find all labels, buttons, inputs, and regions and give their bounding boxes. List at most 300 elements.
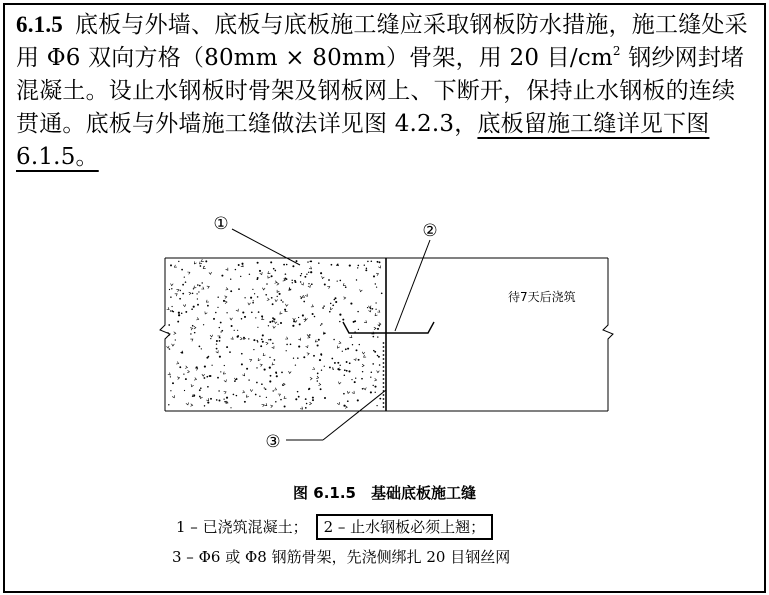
concrete-aggregate	[377, 261, 379, 263]
concrete-aggregate	[337, 346, 339, 349]
concrete-aggregate	[262, 317, 265, 319]
concrete-aggregate	[367, 261, 369, 263]
concrete-aggregate	[169, 289, 170, 290]
concrete-aggregate	[171, 310, 173, 312]
concrete-aggregate	[220, 371, 221, 372]
concrete-aggregate	[271, 297, 273, 299]
concrete-aggregate	[237, 336, 239, 338]
concrete-aggregate	[314, 316, 316, 318]
concrete-aggregate	[309, 267, 312, 269]
concrete-aggregate	[324, 283, 326, 285]
concrete-aggregate	[167, 307, 170, 309]
concrete-aggregate	[216, 340, 218, 342]
concrete-aggregate	[362, 352, 365, 354]
concrete-aggregate	[220, 331, 221, 332]
section-number: 6.1.5	[16, 12, 63, 37]
concrete-aggregate	[371, 371, 373, 373]
concrete-aggregate	[357, 311, 358, 312]
leader-line-2	[395, 240, 430, 331]
concrete-aggregate	[194, 378, 196, 381]
mesh-dot	[383, 374, 385, 376]
legend-row-1	[176, 516, 493, 537]
concrete-aggregate	[272, 343, 273, 344]
concrete-aggregate	[272, 303, 274, 305]
concrete-aggregate	[257, 341, 258, 342]
concrete-aggregate	[261, 338, 263, 340]
concrete-aggregate	[375, 392, 376, 393]
concrete-aggregate	[184, 276, 185, 277]
concrete-aggregate	[270, 405, 272, 408]
concrete-aggregate	[343, 405, 345, 407]
concrete-aggregate	[346, 370, 348, 372]
concrete-aggregate	[312, 399, 314, 401]
concrete-aggregate	[262, 405, 265, 407]
concrete-aggregate	[183, 373, 184, 374]
concrete-aggregate	[240, 337, 242, 340]
concrete-aggregate	[184, 390, 185, 391]
concrete-aggregate	[231, 325, 233, 327]
concrete-aggregate	[329, 366, 331, 368]
concrete-aggregate	[201, 259, 204, 261]
concrete-aggregate	[187, 370, 189, 373]
concrete-aggregate	[249, 274, 250, 275]
legend-item-2-boxed: 2 – 止水钢板必须上翘；	[316, 514, 494, 540]
concrete-aggregate	[282, 384, 284, 386]
mesh-dot	[383, 366, 385, 368]
concrete-aggregate	[262, 334, 264, 336]
concrete-aggregate	[301, 283, 303, 286]
concrete-aggregate	[219, 356, 221, 358]
concrete-aggregate	[226, 268, 228, 271]
concrete-aggregate	[223, 398, 224, 399]
concrete-aggregate	[257, 262, 259, 264]
concrete-aggregate	[292, 265, 294, 267]
concrete-aggregate	[182, 284, 184, 286]
concrete-aggregate	[275, 299, 278, 301]
concrete-aggregate	[364, 388, 367, 390]
mesh-dot	[383, 346, 385, 348]
concrete-aggregate	[185, 311, 187, 313]
concrete-aggregate	[171, 284, 174, 286]
concrete-aggregate	[298, 346, 300, 348]
concrete-aggregate	[242, 373, 244, 376]
concrete-aggregate	[362, 388, 364, 390]
concrete-aggregate	[377, 310, 380, 312]
concrete-aggregate	[307, 261, 308, 262]
concrete-aggregate	[342, 351, 343, 352]
concrete-aggregate	[375, 283, 376, 284]
concrete-aggregate	[334, 362, 336, 364]
concrete-aggregate	[342, 319, 344, 321]
concrete-aggregate	[224, 365, 225, 366]
concrete-aggregate	[328, 279, 330, 281]
concrete-aggregate	[311, 283, 313, 285]
concrete-aggregate	[323, 305, 325, 307]
concrete-aggregate	[224, 379, 227, 382]
concrete-aggregate	[333, 369, 334, 370]
concrete-aggregate	[168, 334, 169, 335]
concrete-aggregate	[204, 405, 205, 406]
mesh-dot	[383, 342, 385, 344]
concrete-aggregate	[238, 264, 240, 266]
concrete-aggregate	[205, 260, 207, 262]
concrete-aggregate	[217, 307, 218, 308]
concrete-aggregate	[364, 320, 367, 322]
figure-reference-underlined: 底板留施工缝详见下图 6.1.5。	[16, 111, 710, 170]
concrete-aggregate	[264, 369, 266, 371]
concrete-aggregate	[308, 285, 311, 288]
concrete-aggregate	[292, 325, 294, 327]
concrete-aggregate	[233, 394, 235, 396]
concrete-aggregate	[272, 363, 274, 366]
concrete-aggregate	[172, 344, 175, 346]
legend-item-3: 3 – Φ6 或 Φ8 钢筋骨架，先浇侧绑扎 20 目钢丝网	[172, 548, 511, 566]
concrete-aggregate	[286, 344, 288, 346]
concrete-aggregate	[265, 294, 267, 296]
concrete-aggregate	[237, 330, 238, 331]
concrete-aggregate	[301, 273, 302, 274]
concrete-aggregate	[275, 281, 277, 284]
concrete-aggregate	[268, 325, 269, 326]
concrete-aggregate	[170, 296, 172, 298]
mesh-dot	[383, 350, 385, 352]
concrete-aggregate	[324, 397, 326, 399]
concrete-aggregate	[333, 339, 335, 341]
concrete-aggregate	[294, 280, 296, 282]
concrete-aggregate	[327, 286, 330, 288]
concrete-aggregate	[199, 396, 201, 398]
concrete-aggregate	[344, 369, 346, 371]
concrete-aggregate	[244, 297, 245, 298]
concrete-aggregate	[364, 355, 367, 357]
concrete-aggregate	[343, 393, 345, 395]
concrete-aggregate	[284, 396, 287, 398]
concrete-aggregate	[317, 344, 319, 346]
concrete-aggregate	[172, 395, 174, 398]
concrete-aggregate	[194, 286, 196, 288]
concrete-aggregate	[253, 349, 254, 350]
concrete-aggregate	[378, 266, 380, 269]
concrete-aggregate	[322, 307, 324, 309]
concrete-aggregate	[337, 362, 339, 364]
concrete-aggregate	[216, 348, 218, 350]
concrete-aggregate	[332, 304, 334, 306]
concrete-aggregate	[251, 311, 253, 313]
concrete-aggregate	[339, 369, 341, 371]
concrete-aggregate	[217, 296, 218, 297]
concrete-aggregate	[269, 357, 270, 358]
concrete-aggregate	[181, 352, 183, 354]
concrete-aggregate	[170, 264, 172, 266]
concrete-aggregate	[268, 271, 271, 273]
concrete-aggregate	[196, 317, 198, 320]
mesh-dot	[383, 382, 385, 384]
concrete-aggregate	[320, 272, 322, 274]
concrete-aggregate	[242, 390, 244, 393]
concrete-aggregate	[293, 358, 294, 359]
concrete-aggregate	[264, 387, 265, 388]
concrete-aggregate	[359, 344, 360, 345]
concrete-aggregate	[344, 375, 346, 377]
concrete-aggregate	[194, 261, 196, 264]
concrete-aggregate	[291, 280, 292, 281]
concrete-aggregate	[254, 293, 255, 294]
concrete-aggregate	[242, 311, 244, 313]
concrete-aggregate	[303, 301, 305, 303]
concrete-aggregate	[277, 296, 278, 297]
concrete-aggregate	[257, 340, 258, 341]
concrete-aggregate	[201, 282, 202, 283]
concrete-aggregate	[355, 378, 356, 379]
concrete-aggregate	[211, 365, 212, 366]
concrete-aggregate	[270, 339, 272, 341]
concrete-aggregate	[190, 333, 191, 334]
callout-1: ①	[213, 214, 229, 234]
concrete-aggregate	[357, 265, 359, 267]
concrete-aggregate	[330, 303, 332, 305]
concrete-aggregate	[206, 398, 208, 401]
concrete-aggregate	[266, 397, 267, 398]
concrete-aggregate	[230, 279, 231, 280]
concrete-aggregate	[352, 391, 354, 394]
concrete-aggregate	[174, 265, 177, 267]
concrete-aggregate	[240, 276, 241, 277]
pour-later-label: 待7天后浇筑	[508, 290, 576, 304]
concrete-aggregate	[312, 313, 314, 315]
concrete-aggregate	[252, 302, 254, 304]
concrete-aggregate	[374, 351, 376, 353]
concrete-aggregate	[351, 379, 352, 380]
concrete-aggregate	[347, 400, 349, 402]
concrete-aggregate	[261, 383, 263, 385]
concrete-aggregate	[217, 377, 219, 379]
concrete-aggregate	[349, 335, 352, 337]
concrete-aggregate	[176, 289, 179, 291]
concrete-aggregate	[361, 378, 363, 380]
concrete-aggregate	[168, 324, 170, 326]
concrete-aggregate	[221, 330, 223, 332]
concrete-aggregate	[234, 380, 236, 382]
concrete-aggregate	[313, 355, 315, 357]
concrete-aggregate	[253, 339, 255, 341]
concrete-aggregate	[337, 402, 340, 405]
concrete-aggregate	[262, 288, 265, 290]
concrete-aggregate	[309, 402, 311, 405]
concrete-aggregate	[286, 304, 289, 306]
concrete-aggregate	[200, 265, 202, 267]
mesh-dot	[383, 358, 385, 360]
concrete-aggregate	[372, 363, 374, 365]
concrete-aggregate	[270, 375, 272, 377]
leader-line-3b	[323, 390, 386, 440]
mesh-dot	[383, 398, 385, 400]
concrete-aggregate	[349, 265, 351, 267]
concrete-aggregate	[219, 340, 221, 342]
concrete-aggregate	[216, 399, 218, 401]
concrete-aggregate	[371, 261, 373, 263]
concrete-aggregate	[273, 390, 274, 391]
concrete-aggregate	[373, 336, 375, 338]
concrete-aggregate	[275, 401, 277, 403]
concrete-aggregate	[196, 366, 198, 368]
concrete-aggregate	[236, 395, 237, 396]
concrete-aggregate	[257, 327, 258, 328]
concrete-aggregate	[354, 381, 356, 383]
callout-3: ③	[265, 432, 281, 452]
concrete-aggregate	[320, 388, 322, 390]
figure-title: 图 6.1.5 基础底板施工缝	[293, 484, 476, 502]
concrete-aggregate	[378, 356, 380, 358]
mesh-dot	[383, 386, 385, 388]
concrete-aggregate	[191, 308, 193, 310]
concrete-aggregate	[207, 356, 209, 358]
concrete-aggregate	[319, 359, 321, 361]
concrete-aggregate	[255, 317, 256, 318]
concrete-aggregate	[223, 300, 225, 302]
concrete-aggregate	[315, 340, 318, 342]
concrete-aggregate	[192, 325, 194, 327]
concrete-aggregate	[312, 367, 315, 369]
concrete-aggregate	[374, 386, 376, 388]
concrete-aggregate	[256, 382, 258, 384]
concrete-aggregate	[356, 349, 358, 351]
concrete-aggregate	[169, 348, 170, 349]
concrete-aggregate	[357, 399, 359, 401]
concrete-aggregate	[286, 264, 288, 266]
concrete-aggregate	[175, 294, 178, 296]
concrete-aggregate	[249, 359, 252, 362]
concrete-aggregate	[321, 370, 322, 371]
concrete-aggregate	[275, 321, 278, 323]
concrete-aggregate	[280, 322, 282, 324]
concrete-aggregate	[304, 319, 306, 322]
concrete-aggregate	[293, 318, 296, 320]
concrete-aggregate	[170, 376, 171, 377]
concrete-aggregate	[204, 377, 206, 379]
concrete-aggregate	[354, 358, 356, 361]
concrete-aggregate	[277, 290, 279, 293]
concrete-aggregate	[193, 306, 195, 308]
concrete-aggregate	[204, 366, 206, 368]
concrete-aggregate	[177, 321, 179, 323]
concrete-aggregate	[318, 262, 320, 264]
concrete-aggregate	[196, 293, 197, 294]
concrete-aggregate	[300, 275, 302, 277]
concrete-aggregate	[180, 290, 181, 291]
concrete-aggregate	[205, 312, 207, 315]
concrete-aggregate	[206, 376, 208, 378]
concrete-aggregate	[370, 377, 371, 378]
concrete-aggregate	[171, 288, 172, 289]
concrete-aggregate	[375, 309, 376, 310]
concrete-aggregate	[210, 338, 211, 339]
concrete-aggregate	[265, 388, 267, 390]
concrete-aggregate	[253, 300, 254, 301]
concrete-aggregate	[278, 394, 281, 396]
concrete-aggregate	[306, 345, 308, 348]
concrete-aggregate	[282, 301, 283, 302]
concrete-aggregate	[370, 307, 372, 309]
concrete-aggregate	[220, 322, 222, 324]
concrete-aggregate	[273, 268, 275, 270]
leader-line-1	[232, 229, 300, 265]
concrete-aggregate	[362, 364, 364, 367]
concrete-aggregate	[352, 344, 353, 345]
concrete-aggregate	[330, 307, 332, 310]
concrete-aggregate	[320, 325, 321, 326]
concrete-aggregate	[343, 283, 346, 285]
concrete-aggregate	[289, 371, 292, 373]
concrete-aggregate	[277, 324, 278, 325]
concrete-aggregate	[321, 323, 323, 325]
concrete-aggregate	[302, 314, 304, 316]
concrete-aggregate	[201, 348, 202, 349]
concrete-aggregate	[230, 407, 231, 408]
concrete-aggregate	[207, 305, 209, 307]
concrete-aggregate	[209, 375, 211, 377]
concrete-aggregate	[379, 261, 381, 263]
concrete-aggregate	[346, 361, 348, 363]
concrete-aggregate	[304, 276, 306, 278]
mesh-dot	[383, 370, 385, 372]
concrete-aggregate	[306, 274, 307, 275]
concrete-aggregate	[331, 358, 333, 360]
concrete-aggregate	[213, 318, 215, 320]
concrete-aggregate	[365, 269, 367, 271]
concrete-aggregate	[219, 400, 221, 402]
paragraph-text-1: 底板与外墙、底板与底板施工缝应采取钢板防水措施，施工缝处采用 Φ6 双向方格（80mm × 80mm）骨架，用 20 目/cm	[16, 12, 748, 71]
concrete-aggregate	[347, 391, 350, 393]
concrete-aggregate	[272, 320, 274, 322]
concrete-aggregate	[267, 298, 269, 301]
concrete-aggregate	[229, 351, 231, 353]
concrete-aggregate	[186, 403, 189, 405]
concrete-aggregate	[230, 290, 232, 292]
concrete-aggregate	[360, 289, 363, 291]
concrete-aggregate	[167, 332, 168, 333]
concrete-aggregate	[373, 275, 375, 277]
concrete-aggregate	[203, 324, 204, 325]
concrete-aggregate	[374, 378, 376, 381]
concrete-aggregate	[373, 350, 375, 352]
concrete-aggregate	[209, 272, 212, 274]
concrete-aggregate	[298, 396, 300, 398]
concrete-aggregate	[179, 366, 181, 368]
concrete-aggregate	[241, 363, 243, 365]
concrete-aggregate	[252, 289, 253, 290]
concrete-aggregate	[312, 397, 314, 399]
concrete-aggregate	[339, 382, 342, 384]
concrete-aggregate	[167, 346, 170, 348]
concrete-aggregate	[199, 389, 201, 391]
concrete-aggregate	[255, 394, 257, 396]
concrete-aggregate	[281, 299, 282, 300]
concrete-aggregate	[182, 293, 184, 295]
concrete-aggregate	[168, 404, 169, 405]
concrete-aggregate	[269, 380, 271, 382]
mesh-dot	[383, 394, 385, 396]
poured-concrete-area	[167, 259, 383, 409]
concrete-aggregate	[221, 275, 223, 277]
concrete-aggregate	[357, 267, 358, 268]
concrete-aggregate	[241, 264, 243, 266]
concrete-aggregate	[347, 348, 349, 350]
concrete-aggregate	[259, 270, 261, 272]
mesh-dot	[383, 378, 385, 380]
concrete-aggregate	[183, 304, 186, 306]
concrete-aggregate	[335, 301, 337, 303]
concrete-aggregate	[185, 366, 187, 369]
